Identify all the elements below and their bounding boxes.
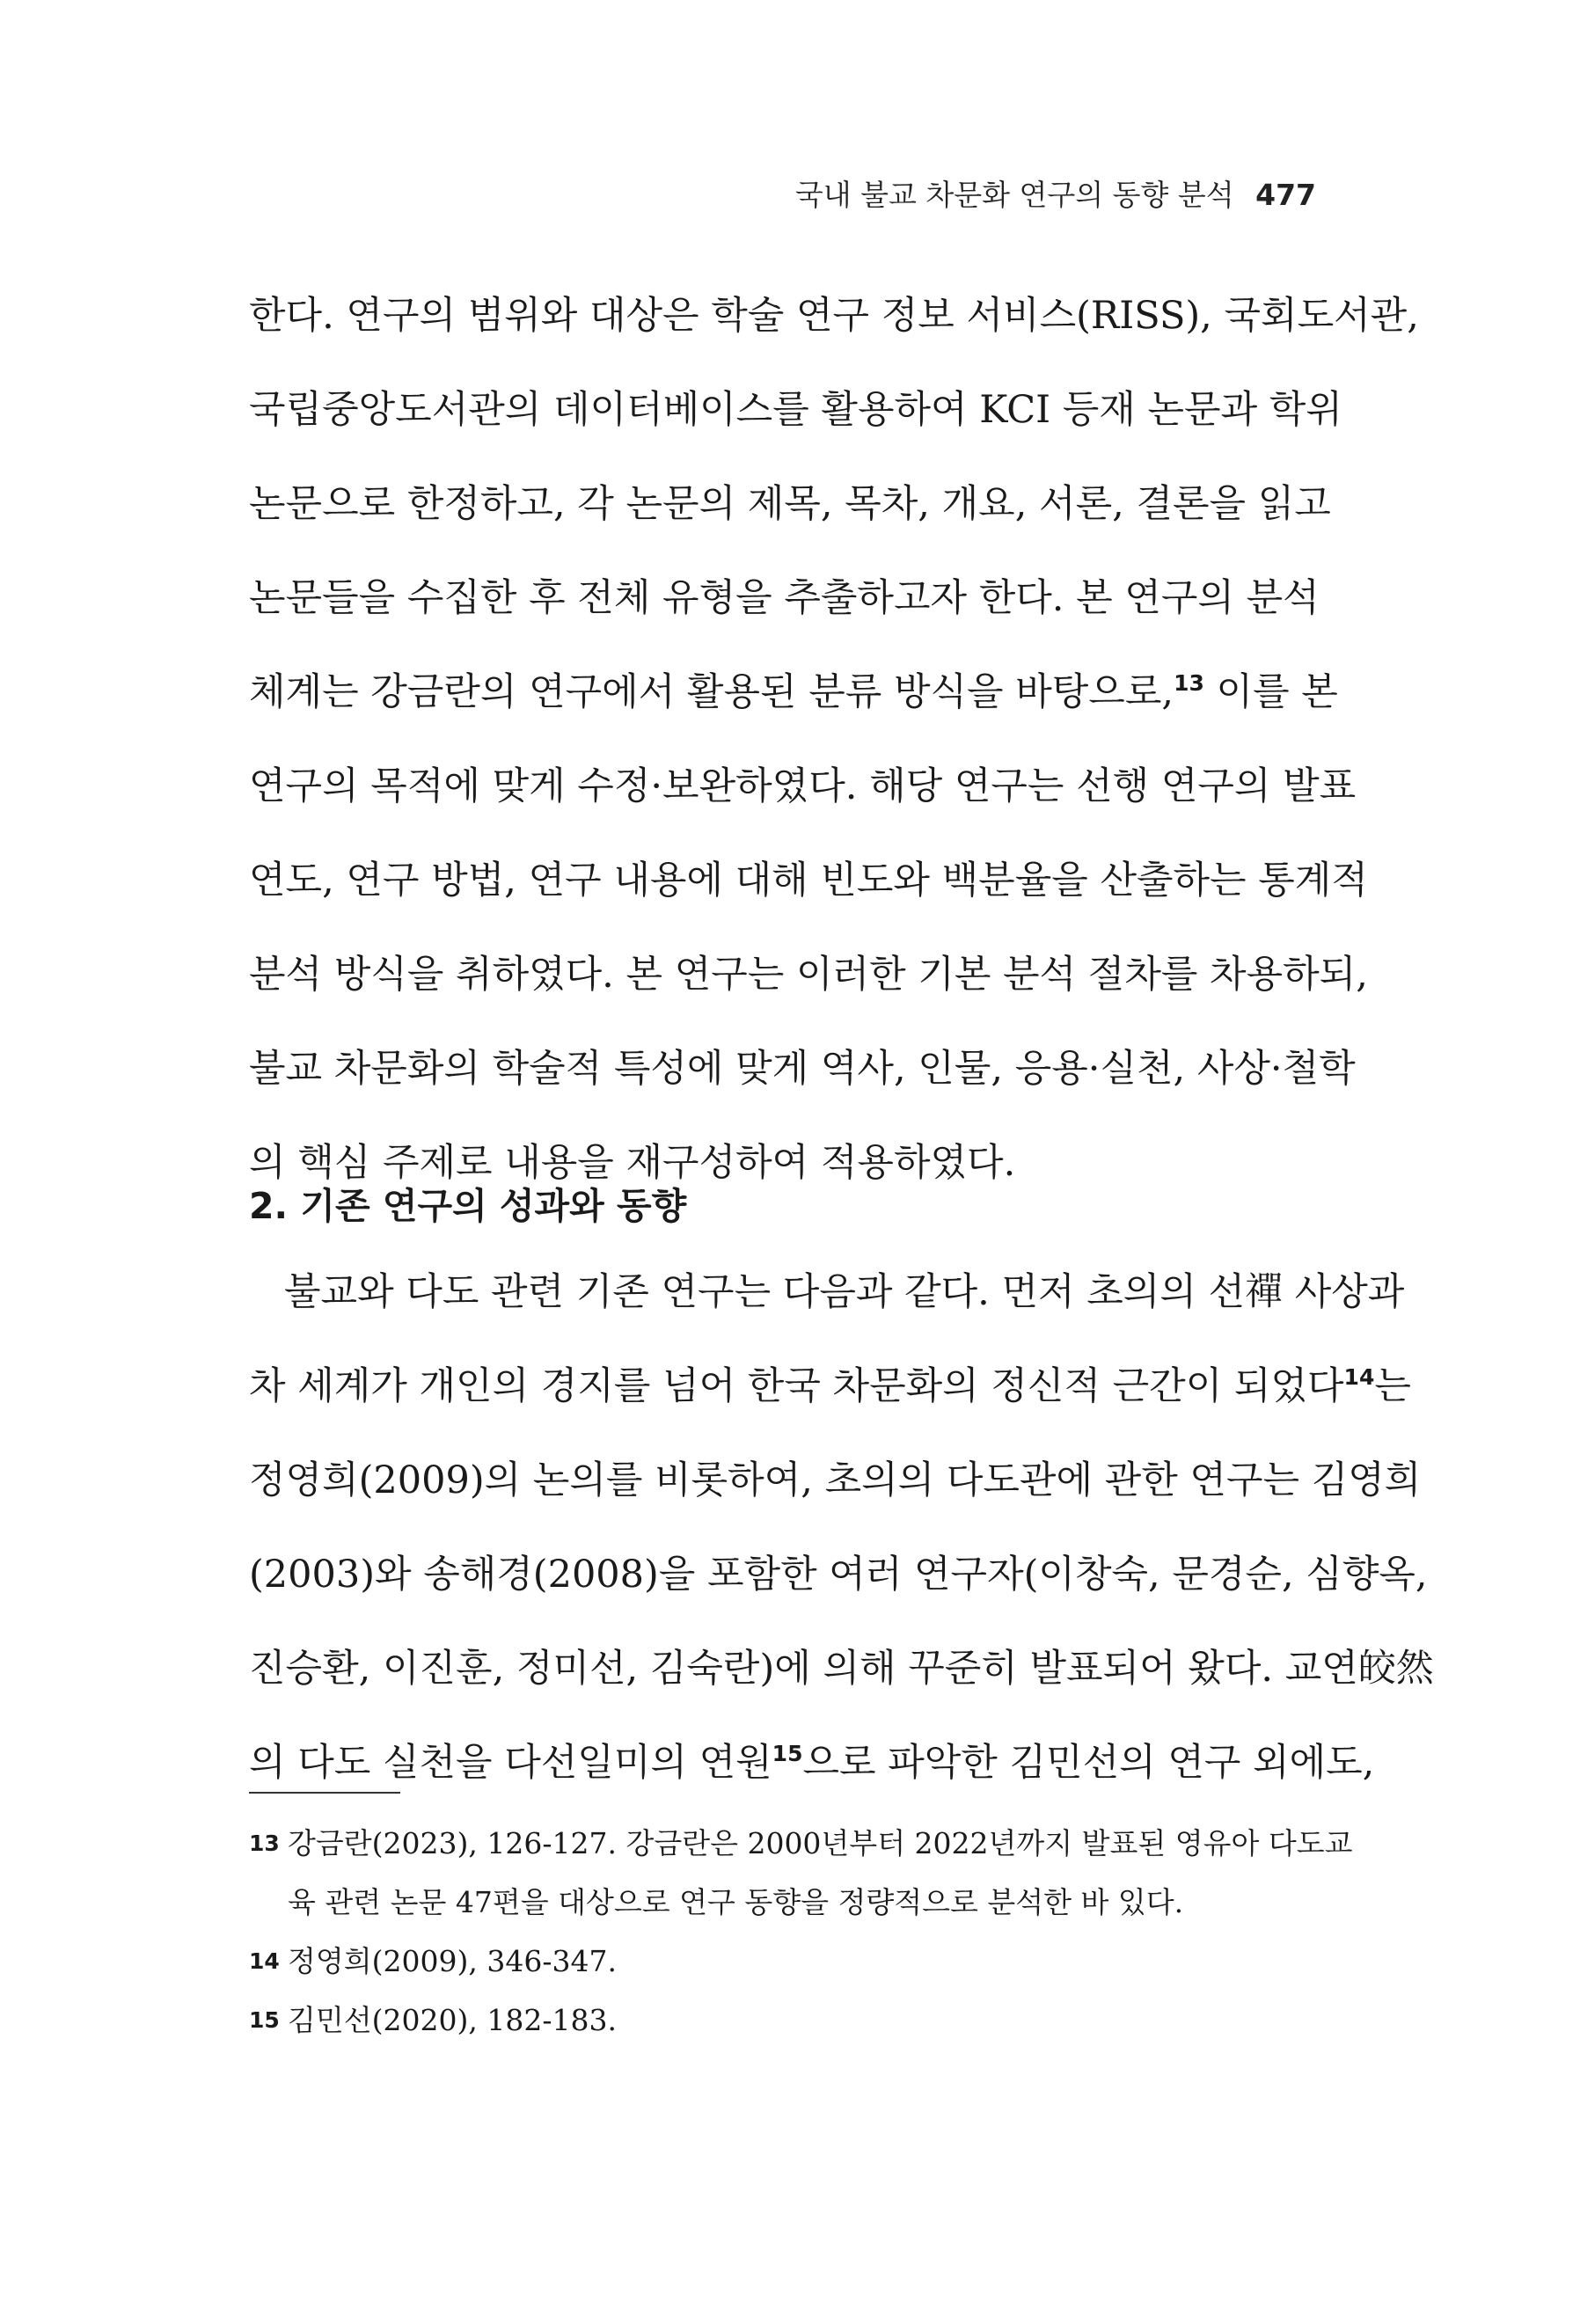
- paragraph-1: [249, 269, 1419, 1210]
- text-segment: 이를 본: [1216, 670, 1338, 714]
- text-line: 논문으로 한정하고, 각 논문의 제목, 목차, 개요, 서론, 결론을 읽고: [249, 482, 1331, 526]
- text-line: (2003)와 송해경(2008)을 포함한 여러 연구자(이창숙, 문경순, 심향옥,: [249, 1553, 1428, 1597]
- page-number: 477: [1255, 178, 1316, 212]
- running-title: 국내 불교 차문화 연구의 동향 분석: [794, 178, 1234, 212]
- footnote-ref-13[interactable]: 13: [1174, 670, 1204, 696]
- text-segment: 차 세계가 개인의 경지를 넘어 한국 차문화의 정신적 근간이 되었다: [249, 1364, 1344, 1408]
- text-line: 연구의 목적에 맞게 수정·보완하였다. 해당 연구는 선행 연구의 발표: [249, 764, 1357, 808]
- footnote-13: [249, 1814, 1353, 1932]
- footnote-divider: [249, 1792, 400, 1794]
- footnote-line: 김민선(2020), 182-183.: [288, 2003, 617, 2037]
- text-line: 국립중앙도서관의 데이터베이스를 활용하여 KCI 등재 논문과 학위: [249, 388, 1342, 432]
- footnotes: [249, 1814, 1353, 2050]
- text-line: 한다. 연구의 범위와 대상은 학술 연구 정보 서비스(RISS), 국회도서관,: [249, 294, 1419, 338]
- footnote-line: 정영희(2009), 346-347.: [288, 1944, 617, 1978]
- text-line: 의 핵심 주제로 내용을 재구성하여 적용하였다.: [249, 1141, 1016, 1185]
- text-line: 진승환, 이진훈, 정미선, 김숙란)에 의해 꾸준히 발표되어 왔다. 교연皎然: [249, 1647, 1434, 1691]
- text-line: 분석 방식을 취하였다. 본 연구는 이러한 기본 분석 절차를 차용하되,: [249, 953, 1368, 997]
- text-segment: 는: [1374, 1364, 1411, 1408]
- text-line: [249, 1340, 1411, 1434]
- section-heading: 2. 기존 연구의 성과와 동향: [249, 1185, 687, 1227]
- text-line: 정영희(2009)의 논의를 비롯하여, 초의의 다도관에 관한 연구는 김영희: [249, 1458, 1422, 1502]
- footnote-line: 육 관련 논문 47편을 대상으로 연구 동향을 정량적으로 분석한 바 있다.: [288, 1885, 1184, 1919]
- footnote-number: 15: [249, 2007, 280, 2033]
- text-line: 불교 차문화의 학술적 특성에 맞게 역사, 인물, 응용·실천, 사상·철학: [249, 1047, 1356, 1091]
- text-line: 논문들을 수집한 후 전체 유형을 추출하고자 한다. 본 연구의 분석: [249, 576, 1320, 620]
- running-header: [795, 172, 1316, 214]
- text-segment: 체계는 강금란의 연구에서 활용된 분류 방식을 바탕으로,: [249, 670, 1174, 714]
- footnote-line: 강금란(2023), 126-127. 강금란은 2000년부터 2022년까지 발표된 영유아 다도교: [288, 1826, 1353, 1860]
- text-segment: 의 다도 실천을 다선일미의 연원: [249, 1741, 772, 1785]
- footnote-number: 14: [249, 1948, 280, 1974]
- paragraph-2: [249, 1246, 1434, 1810]
- text-line: [249, 646, 1338, 740]
- text-line: 불교와 다도 관련 기존 연구는 다음과 같다. 먼저 초의의 선禪 사상과: [284, 1270, 1405, 1314]
- footnote-14: [249, 1932, 1316, 1991]
- text-line: 연도, 연구 방법, 연구 내용에 대해 빈도와 백분율을 산출하는 통계적: [249, 859, 1368, 903]
- footnote-ref-15[interactable]: 15: [772, 1741, 803, 1766]
- footnote-ref-14[interactable]: 14: [1343, 1364, 1375, 1390]
- footnote-15: [249, 1991, 1316, 2050]
- text-segment: 으로 파악한 김민선의 연구 외에도,: [802, 1741, 1375, 1785]
- text-line: [249, 1716, 1375, 1810]
- footnote-number: 13: [249, 1831, 280, 1856]
